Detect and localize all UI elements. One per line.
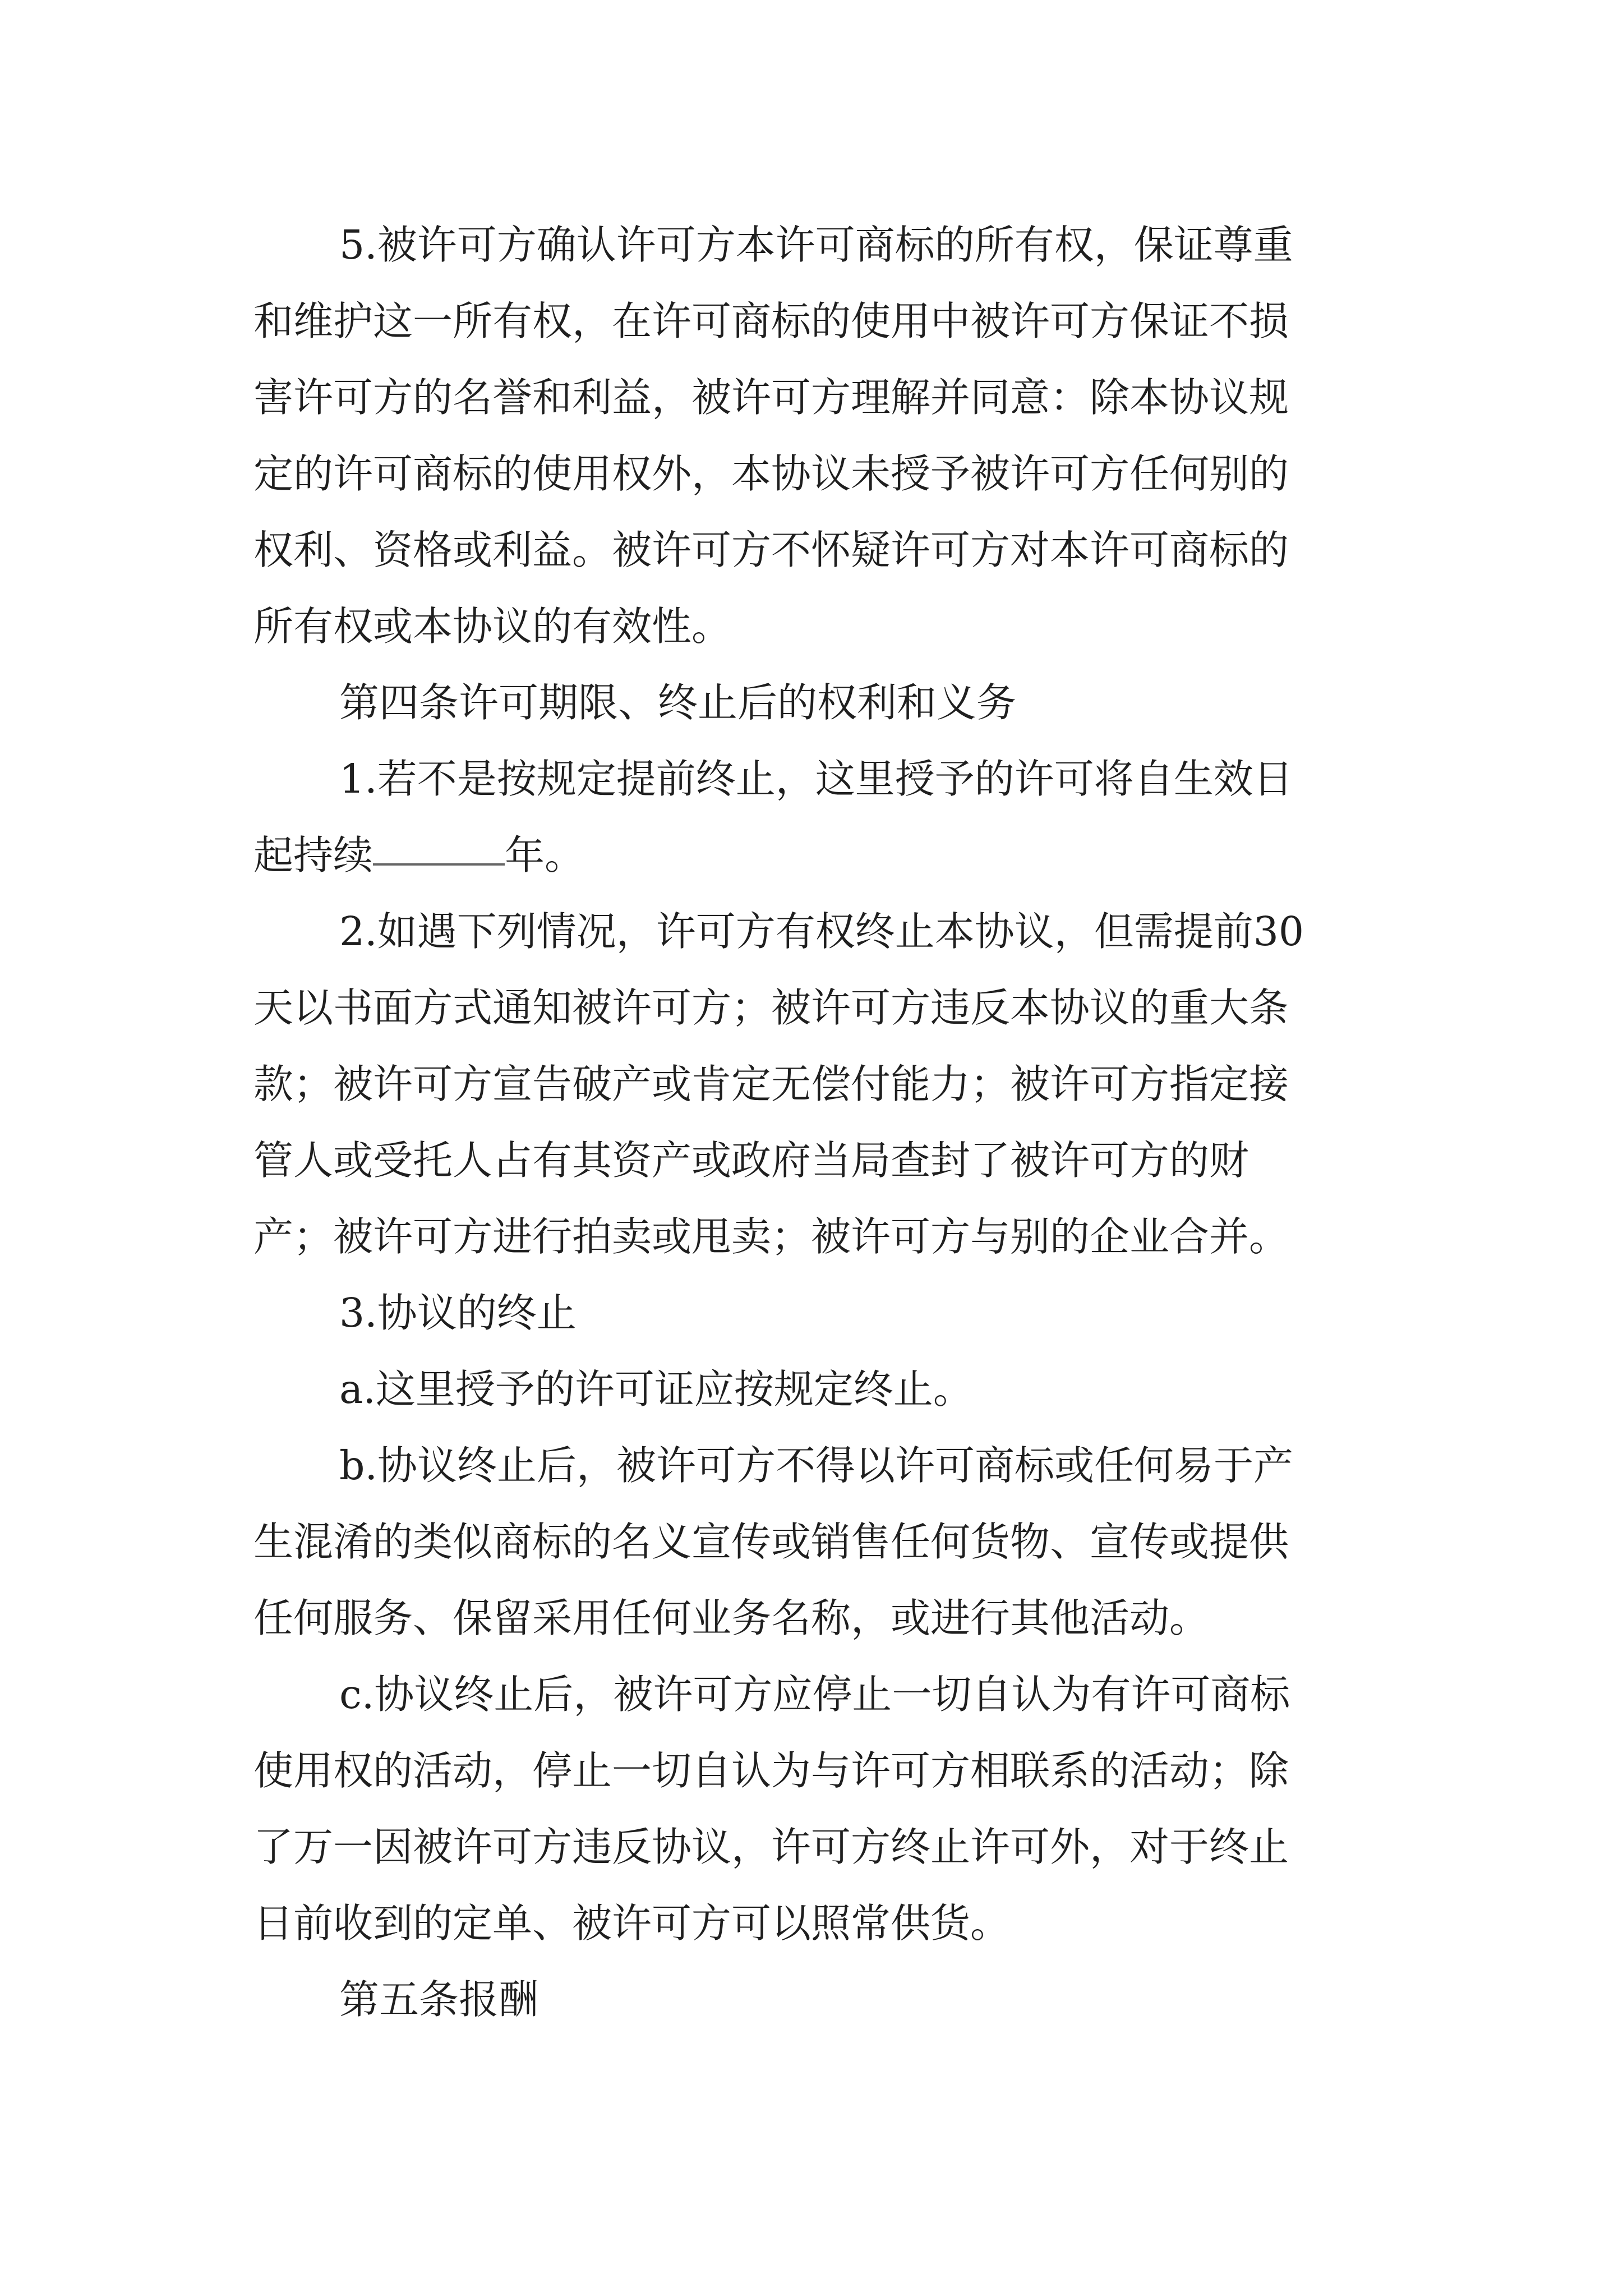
paragraph-line: 了万一因被许可方违反协议，许可方终止许可外，对于终止: [253, 1824, 1289, 1870]
paragraph-line: 任何服务、保留采用任何业务名称，或进行其他活动。: [253, 1595, 1210, 1641]
paragraph-line: 款；被许可方宣告破产或肯定无偿付能力；被许可方指定接: [253, 1061, 1289, 1107]
paragraph-text: 年。: [505, 832, 585, 878]
paragraph-line: 生混淆的类似商标的名义宣传或销售任何货物、宣传或提供: [253, 1519, 1289, 1565]
paragraph-line: 5.被许可方确认许可方本许可商标的所有权，保证尊重: [339, 222, 1293, 268]
paragraph-line: 天以书面方式通知被许可方；被许可方违反本协议的重大条: [253, 984, 1289, 1031]
paragraph-line: 使用权的活动，停止一切自认为与许可方相联系的活动；除: [253, 1747, 1289, 1794]
paragraph-line: b.协议终止后，被许可方不得以许可商标或任何易于产: [339, 1442, 1294, 1489]
paragraph-line: a.这里授予的许可证应按规定终止。: [339, 1366, 973, 1412]
paragraph-line: 2.如遇下列情况，许可方有权终止本协议，但需提前30: [339, 908, 1304, 955]
paragraph-line: 1.若不是按规定提前终止，这里授予的许可将自生效日: [339, 756, 1293, 802]
paragraph-line: c.协议终止后，被许可方应停止一切自认为有许可商标: [339, 1671, 1290, 1718]
paragraph-line: 定的许可商标的使用权外，本协议未授予被许可方任何别的: [253, 450, 1289, 497]
paragraph-line: 和维护这一所有权，在许可商标的使用中被许可方保证不损: [253, 298, 1289, 344]
paragraph-line: 害许可方的名誉和利益，被许可方理解并同意：除本协议规: [253, 374, 1289, 421]
paragraph-line: 日前收到的定单、被许可方可以照常供货。: [253, 1900, 1011, 1947]
paragraph-line: [253, 816, 584, 895]
section-heading: 第四条许可期限、终止后的权利和义务: [339, 679, 1017, 726]
section-heading: 第五条报酬: [339, 1976, 539, 2023]
paragraph-line: 权利、资格或利益。被许可方不怀疑许可方对本许可商标的: [253, 527, 1289, 573]
fill-in-blank: [373, 861, 505, 866]
paragraph-line: 所有权或本协议的有效性。: [253, 603, 732, 650]
paragraph-text: 起持续: [253, 832, 374, 878]
sub-heading: 3.协议的终止: [339, 1290, 577, 1336]
paragraph-line: 管人或受托人占有其资产或政府当局查封了被许可方的财: [253, 1137, 1249, 1184]
paragraph-line: 产；被许可方进行拍卖或甩卖；被许可方与别的企业合并。: [253, 1213, 1289, 1260]
